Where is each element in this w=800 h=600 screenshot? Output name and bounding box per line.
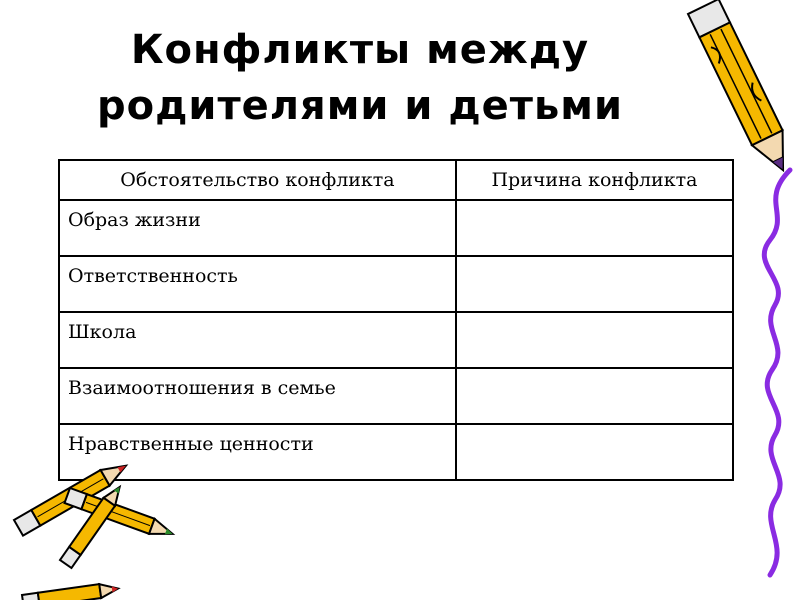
circumstance-cell: Взаимоотношения в семье <box>59 368 456 424</box>
title-line-2: родителями и детьми <box>97 83 623 129</box>
circumstance-cell: Образ жизни <box>59 200 456 256</box>
circumstance-cell: Ответственность <box>59 256 456 312</box>
circumstance-cell: Нравственные ценности <box>59 424 456 480</box>
pencil-icon <box>22 582 119 600</box>
circumstance-cell: Школа <box>59 312 456 368</box>
header-circumstance: Обстоятельство конфликта <box>59 160 456 200</box>
title-line-1: Конфликты между <box>130 27 590 73</box>
header-cause: Причина конфликта <box>456 160 733 200</box>
pencil-icon <box>688 0 798 178</box>
squiggle-line <box>764 170 790 575</box>
